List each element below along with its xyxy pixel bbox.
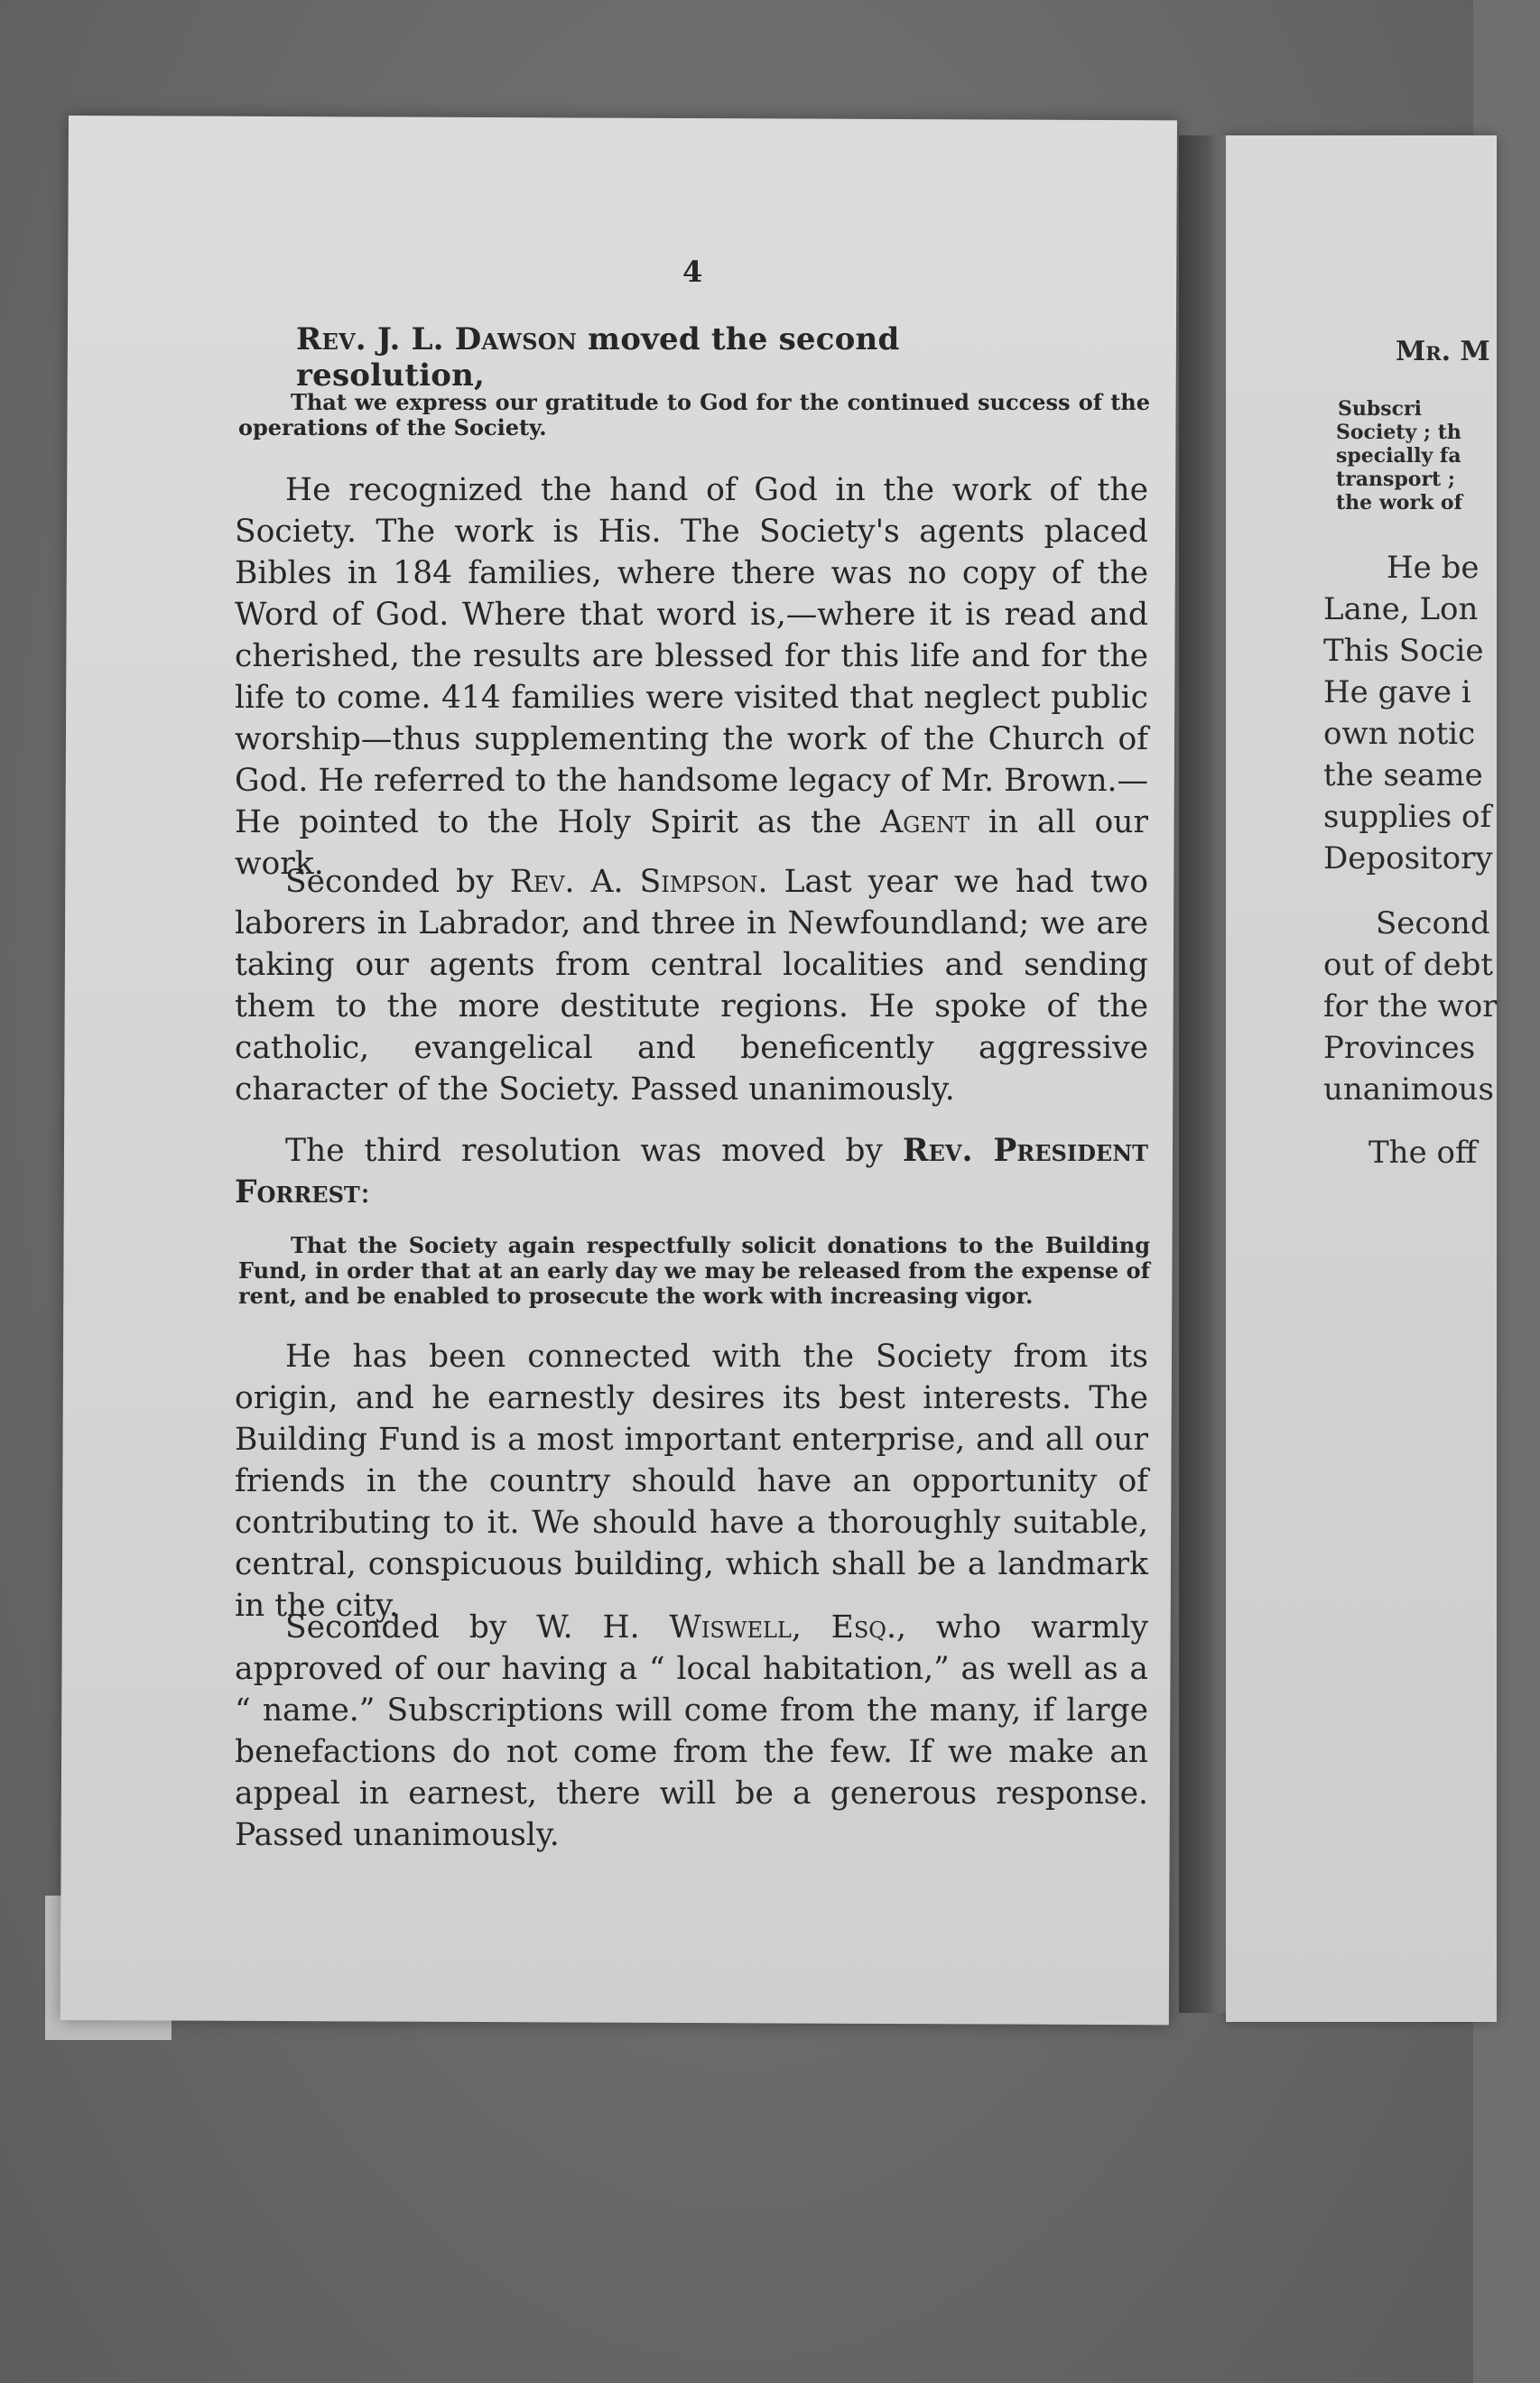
right-page-line: for the wor bbox=[1323, 988, 1498, 1025]
paragraph-1-text: He recognized the hand of God in the work of the Society. The work is His. The Society's agents placed Bibles in 184 families, where there was no copy of the Word of God. Where that word is,—where it is read and cherished, the results are blessed for this life and for the life to come. 414 families were visited that neglect public worship—thus supplementing the work of the Church of God. He referred to the handsome legacy of Mr. Brown.—He pointed to the Holy Spirit as the bbox=[235, 472, 1148, 840]
resolution-third-text: That the Society again respectfully solicit donations to the Building Fund, in order that at an early day we may be released from the expense of rent, and be enabled to prosecute the work with increasing vigor. bbox=[238, 1232, 1150, 1309]
book-gutter bbox=[1179, 135, 1226, 2013]
paragraph-2-name: Rev. A. Simpson. bbox=[509, 864, 768, 900]
paragraph-3-name: Rev. President Forrest bbox=[235, 1133, 1148, 1210]
paragraph-5-name: Wiswell, Esq. bbox=[669, 1609, 896, 1646]
paragraph-1-end: in all our work. bbox=[235, 804, 1148, 882]
right-page-small-line: Society ; th bbox=[1336, 421, 1461, 444]
right-page-line: The off bbox=[1368, 1135, 1478, 1171]
right-page-small-line: Subscri bbox=[1338, 397, 1422, 421]
right-page-line: Lane, Lon bbox=[1323, 591, 1479, 627]
paragraph-5-start: Seconded by W. H. bbox=[285, 1609, 670, 1646]
right-page-line: out of debt bbox=[1323, 947, 1494, 983]
paragraph-1 bbox=[235, 469, 1148, 885]
paragraph-3 bbox=[235, 1130, 1148, 1213]
right-page-line: He be bbox=[1387, 550, 1480, 586]
right-page-line: Second bbox=[1376, 905, 1490, 941]
right-page-line: Depository bbox=[1323, 840, 1493, 876]
paragraph-5 bbox=[235, 1607, 1148, 1856]
paragraph-2-rest: Last year we had two laborers in Labrador, and three in Newfoundland; we are taking our agents from central localities and sending them to the more destitute regions. He spoke of the catholic, evangelical and beneficently aggressive character of the Society. Passed unanimously. bbox=[235, 864, 1148, 1108]
right-page-line: the seame bbox=[1323, 757, 1483, 793]
right-page-small-line: transport ; bbox=[1336, 468, 1455, 491]
heading-rest: moved the second resolution, bbox=[296, 321, 900, 394]
right-page-small-line: the work of bbox=[1336, 491, 1463, 515]
paragraph-3-end: : bbox=[359, 1174, 371, 1210]
paragraph-1-agent: Agent bbox=[880, 804, 970, 840]
right-page-line: own notic bbox=[1323, 716, 1476, 752]
paragraph-4: He has been connected with the Society from its origin, and he earnestly desires its best interests. The Building Fund is a most important enterprise, and all our friends in the country should have an opportunity of contributing to it. We should have a thoroughly suitable, central, conspicuous building, which shall be a landmark in the city. bbox=[235, 1339, 1148, 1624]
resolution-second-text: That we express our gratitude to God for the continued success of the operations of the Society. bbox=[238, 389, 1150, 440]
paragraph-3-start: The third resolution was moved by bbox=[285, 1133, 903, 1169]
paragraph-2 bbox=[235, 861, 1148, 1110]
right-page-line: He gave i bbox=[1323, 674, 1471, 710]
paragraph-5-rest: , who warmly approved of our having a “ local habitation,” as well as a “ name.” Subscriptions will come from the many, if large benefactions do not come from the few. If we make an appeal in earnest, there will be a generous response. Passed unanimously. bbox=[235, 1609, 1148, 1853]
right-page-line: Provinces bbox=[1323, 1030, 1476, 1066]
right-page-line: unanimous bbox=[1323, 1071, 1494, 1108]
right-page-line: This Socie bbox=[1323, 633, 1484, 669]
paragraph-2-start: Seconded by bbox=[285, 864, 510, 900]
heading-name: Rev. J. L. Dawson bbox=[296, 321, 577, 357]
heading bbox=[296, 321, 1018, 394]
page-number: 4 bbox=[682, 255, 703, 289]
right-page-line: supplies of bbox=[1323, 799, 1492, 835]
right-page-heading: Mr. M bbox=[1396, 336, 1490, 367]
right-page-small-line: specially fa bbox=[1336, 444, 1461, 468]
